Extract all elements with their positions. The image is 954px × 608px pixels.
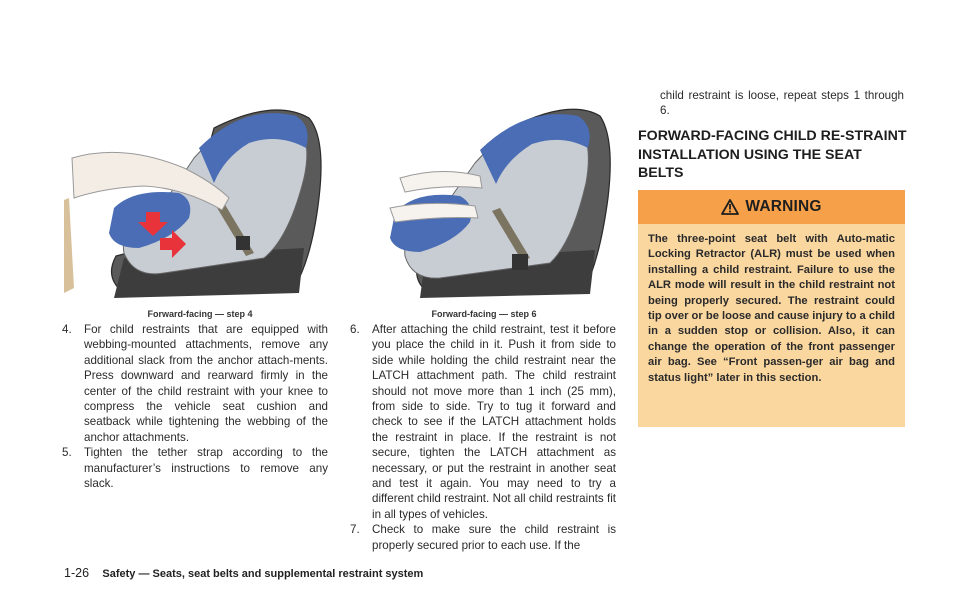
section-title: FORWARD-FACING CHILD RE-STRAINT INSTALLATION USING THE SEAT BELTS [638,128,907,181]
warning-triangle-icon [721,199,739,215]
step-item [350,322,616,522]
warning-header [638,190,905,224]
step-number: 5. [62,446,72,460]
steps-list-column-1 [62,322,328,491]
step-item [350,522,616,553]
footer-title: Safety — Seats, seat belts and supplemental restraint system [102,568,424,580]
step-number: 4. [62,323,72,336]
figure-step-6 [350,88,618,306]
step-item [62,322,328,445]
step-text: For child restraints that are equipped with webbing-mounted attachments, remove any additional slack from the anchor attach-ments. Press downward and rearward firmly in the center of the child restraint with your knee to compress the vehicle seat cushion and seatback while tightening the webbing of the anchor attachments. [84,323,328,444]
warning-body-text: The three-point seat belt with Auto-matic Locking Retractor (ALR) must be used when installing a child restraint. Failure to use the ALR mode will result in the child restraint not being properly secured. The restraint could tip over or be loose and cause injury to a child in a sudden stop or collision. Also, it can change the operation of the front passenger air bag. See “Front passen-ger air bag and status light” later in this section. [648,233,895,384]
page-number: 1-26 [64,566,90,580]
step-text: After attaching the child restraint, test it before you place the child in it. Push it from side to side while holding the child restraint near the LATCH attachment path. The child restraint should not move more than 1 inch (25 mm), from side to side. Try to tug it forward and check to see if the LATCH attachment holds the restraint in place. If the restraint is not secure, tighten the LATCH attachment as necessary, or put the restraint in another seat and test it again. You may need to try a different child restraint. Not all child restraints fit in all types of vehicles. [372,323,616,521]
figure-caption-step-6: Forward-facing — step 6 [431,309,537,319]
steps-list-column-2 [350,322,616,553]
figure-caption-step-4: Forward-facing — step 4 [147,309,253,319]
child-seat-step-4-illustration [64,88,330,306]
figure-step-4 [64,88,330,306]
step-text: Check to make sure the child restraint is properly secured prior to each use. If the [372,523,616,552]
warning-box [638,190,905,427]
page-footer [64,566,423,580]
step-item [62,445,328,491]
warning-title: WARNING [745,198,822,215]
child-seat-step-6-illustration [350,88,618,306]
step-number: 7. [350,523,360,537]
step-number: 6. [350,323,360,336]
continued-step-text: child restraint is loose, repeat steps 1 through 6. [660,89,904,118]
step-text: Tighten the tether strap according to the manufacturer’s instructions to remove any slack. [84,446,328,491]
